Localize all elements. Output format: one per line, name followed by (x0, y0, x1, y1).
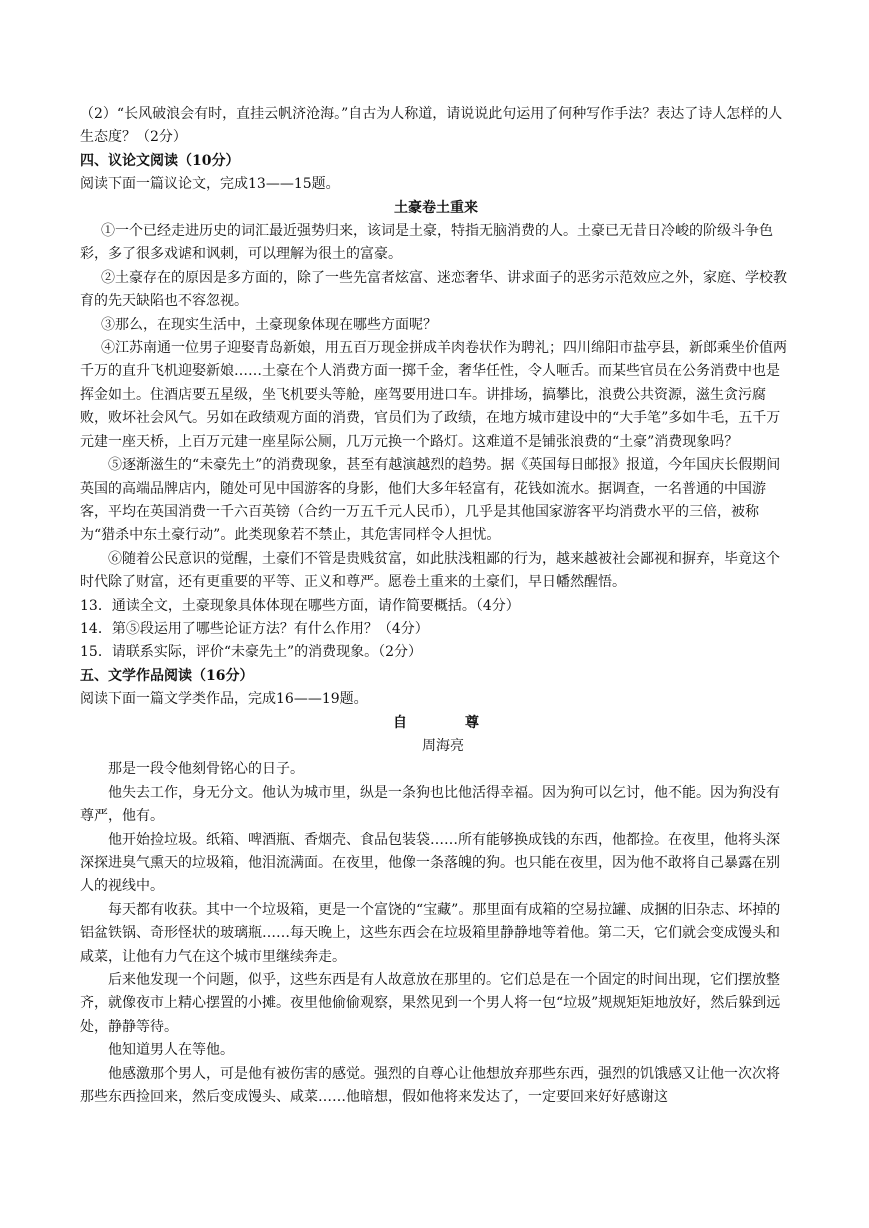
essay-paragraph-4: ④江苏南通一位男子迎娶青岛新娘，用五百万现金拼成羊肉卷状作为聘礼；四川绵阳市盐亭县，新郎乘坐价值两千万的直升飞机迎娶新娘……土豪在个人消费方面一掷千金，奢华任性，令人咂舌。而某些官员在公务消费中也是挥金如土。住酒店要五星级，坐飞机要头等舱，座驾要用进口车。讲排场，搞攀比，浪费公共资源，滋生贪污腐败，败坏社会风气。另如在政绩观方面的消费，官员们为了政绩，在地方城市建设中的“大手笔”多如牛毛，五千万元建一座天桥，上百万元建一座星际公厕，几万元换一个路灯。这难道不是铺张浪费的“土豪”消费现象吗？ (80, 340, 787, 450)
question-14: 14．第⑤段运用了哪些论证方法？有什么作用？（4分） (80, 620, 429, 637)
section5-heading: 五、文学作品阅读（16分） (80, 667, 254, 684)
story-paragraph-4: 每天都有收获。其中一个垃圾箱，更是一个富饶的“宝藏”。那里面有成箱的空易拉罐、成捆的旧杂志、坏掉的铝盆铁锅、奇形怪状的玻璃瓶……每天晚上，这些东西会在垃圾箱里静静地等着他。第二天，它们就会变成馒头和咸菜，让他有力气在这个城市里继续奔走。 (80, 901, 781, 965)
section4-heading: 四、议论文阅读（10分） (80, 152, 240, 169)
story-author: 周海亮 (422, 737, 464, 754)
essay-paragraph-5: ⑤逐渐滋生的“未豪先土”的消费现象，甚至有越演越烈的趋势。据《英国每日邮报》报道，今年国庆长假期间英国的高端品牌店内，随处可见中国游客的身影，他们大多年轻富有，花钱如流水。据调查，一名普通的中国游客，平均在英国消费一千六百英镑（合约一万五千元人民币），几乎是其他国家游客平均消费水平的三倍，被称为“猎杀中东土豪行动”。此类现象若不禁止，其危害同样令人担忧。 (80, 457, 781, 544)
question-15: 15．请联系实际，评价“未豪先土”的消费现象。（2分） (80, 644, 423, 661)
essay-paragraph-1: ①一个已经走进历史的词汇最近强势归来，该词是土豪，特指无脑消费的人。土豪已无昔日冷峻的阶级斗争色彩，多了很多戏谑和讽刺，可以理解为很土的富豪。 (80, 223, 773, 263)
essay-paragraph-3: ③那么，在现实生活中，土豪现象体现在哪些方面呢？ (101, 316, 437, 333)
story-paragraph-5: 后来他发现一个问题，似乎，这些东西是有人故意放在那里的。它们总是在一个固定的时间出现，它们摆放整齐，就像夜市上精心摆置的小摊。夜里他偷偷观察，果然见到一个男人将一包“垃圾”规规矩矩地放好，然后躲到远处，静静等待。 (80, 972, 781, 1035)
essay-title: 土豪卷土重来 (394, 199, 478, 216)
question-13: 13．通读全文，土豪现象具体体现在哪些方面，请作简要概括。（4分） (80, 597, 520, 614)
story-title-char-2: 尊 (465, 714, 479, 731)
exam-page (80, 103, 792, 1109)
story-paragraph-3: 他开始捡垃圾。纸箱、啤酒瓶、香烟壳、食品包装袋……所有能够换成钱的东西，他都捡。在夜里，他将头深深探进臭气熏天的垃圾箱，他泪流满面。在夜里，他像一条落魄的狗。也只能在夜里，因为他不敢将自己暴露在别人的视线中。 (80, 831, 780, 895)
section5-instruction: 阅读下面一篇文学类作品，完成16——19题。 (80, 691, 368, 708)
poem-question-2: （2）“长风破浪会有时，直挂云帆济沧海。”自古为人称道，请说说此句运用了何种写作手法？表达了诗人怎样的人生态度？（2分） (80, 106, 783, 146)
story-title (80, 712, 792, 735)
essay-paragraph-2: ②土豪存在的原因是多方面的，除了一些先富者炫富、迷恋奢华、讲求面子的恶劣示范效应之外，家庭、学校教育的先天缺陷也不容忽视。 (80, 269, 787, 310)
section4-instruction: 阅读下面一篇议论文，完成13——15题。 (80, 176, 340, 193)
story-title-char-1: 自 (393, 714, 407, 731)
story-paragraph-1: 那是一段令他刻骨铭心的日子。 (108, 761, 304, 778)
story-paragraph-2: 他失去工作，身无分文。他认为城市里，纵是一条狗也比他活得幸福。因为狗可以乞讨，他不能。因为狗没有尊严，他有。 (80, 784, 780, 825)
story-paragraph-7: 他感激那个男人，可是他有被伤害的感觉。强烈的自尊心让他想放弃那些东西，强烈的饥饿感又让他一次次将那些东西捡回来，然后变成馒头、咸菜……他暗想，假如他将来发达了，一定要回来好好感谢这 (80, 1065, 780, 1106)
story-paragraph-6: 他知道男人在等他。 (108, 1042, 234, 1059)
essay-paragraph-6: ⑥随着公民意识的觉醒，土豪们不管是贵贱贫富，如此肤浅粗鄙的行为，越来越被社会鄙视和摒弃，毕竟这个时代除了财富，还有更重要的平等、正义和尊严。愿卷土重来的土豪们，早日幡然醒悟。 (80, 550, 780, 591)
